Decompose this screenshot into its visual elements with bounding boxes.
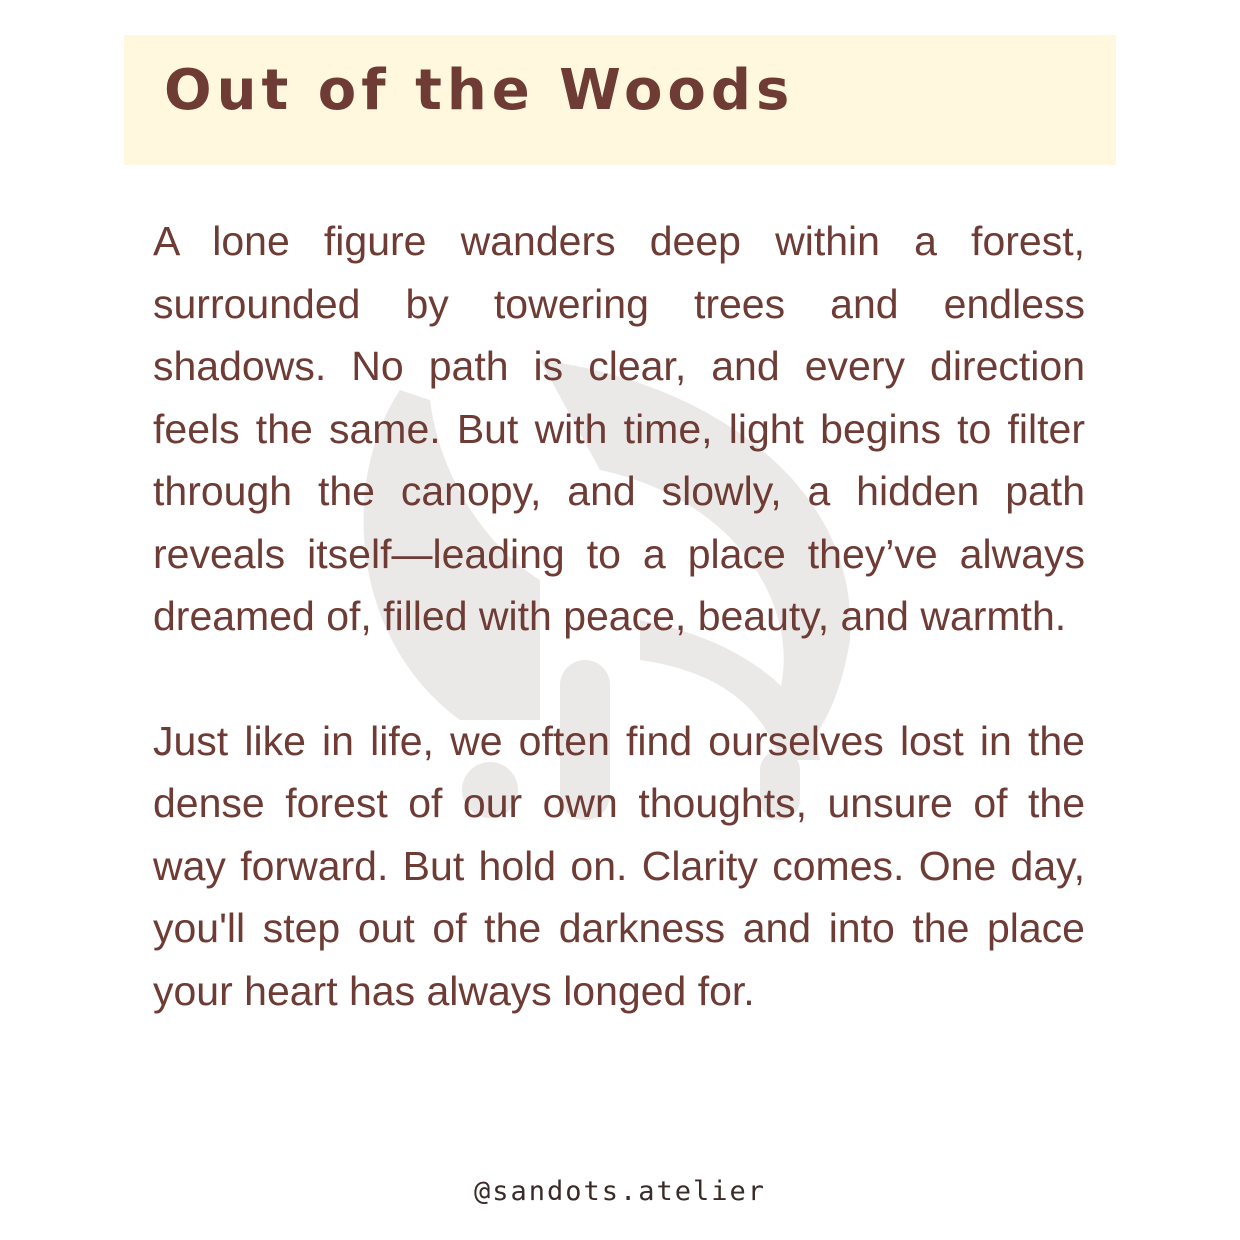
title-band [124,35,1116,165]
paragraph-1: A lone figure wanders deep within a forest, surrounded by towering trees and endless shadows. No path is clear, and every direction feels the same. But with time, light begins to filter through the canopy, and slowly, a hidden path reveals itself—leading to a place they’ve always dreamed of, filled with peace, beauty, and warmth. [153,218,1085,639]
story-text [153,210,1085,1022]
page-title: Out of the Woods [164,58,795,123]
social-handle: @sandots.atelier [473,1176,767,1207]
paragraph-2: Just like in life, we often find ourselves lost in the dense forest of our own thoughts, unsure of the way forward. But hold on. Clarity comes. One day, you'll step out of the darkness and into the place your heart has always longed for. [153,717,1085,1014]
